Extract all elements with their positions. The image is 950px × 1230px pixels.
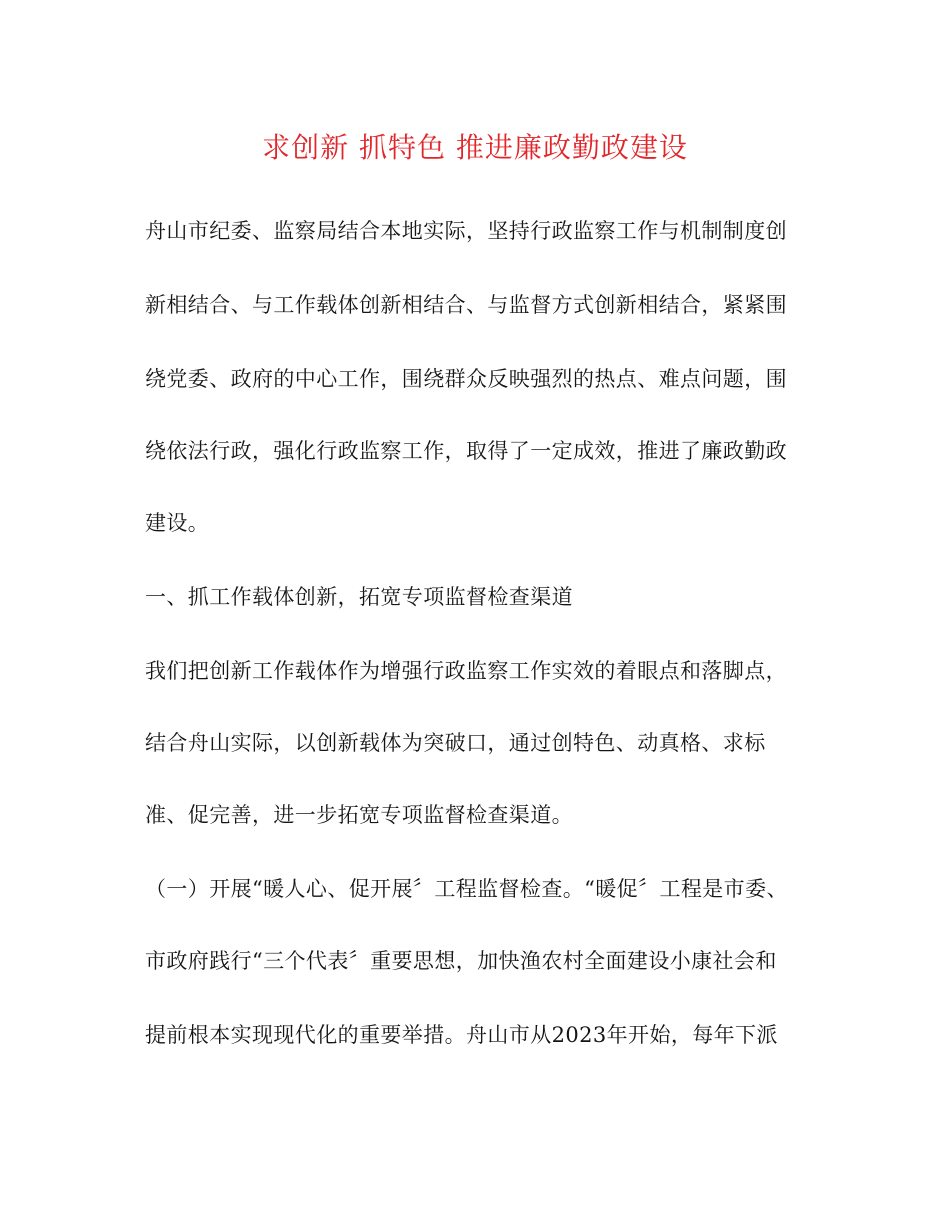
paragraph-line: 建设。 xyxy=(145,511,210,535)
paragraph-line: 我们把创新工作载体作为增强行政监察工作实效的着眼点和落脚点， xyxy=(145,659,787,683)
paragraph-line: 新相结合、与工作载体创新相结合、与监督方式创新相结合，紧紧围 xyxy=(145,293,787,317)
paragraph-line: 绕依法行政，强化行政监察工作，取得了一定成效，推进了廉政勤政 xyxy=(145,439,787,463)
paragraph-line: （一）开展“暖人心、促开展〞工程监督检查。“暖促〞工程是市委、 xyxy=(145,877,788,901)
paragraph-line: 绕党委、政府的中心工作，围绕群众反映强烈的热点、难点问题，围 xyxy=(145,367,787,391)
document-title: 求创新 抓特色 推进廉政勤政建设 xyxy=(262,131,688,164)
paragraph-line: 舟山市纪委、监察局结合本地实际，坚持行政监察工作与机制制度创 xyxy=(145,219,787,243)
paragraph-line: 准、促完善，进一步拓宽专项监督检查渠道。 xyxy=(145,803,573,827)
paragraph-line: 结合舟山实际，以创新载体为突破口，通过创特色、动真格、求标 xyxy=(145,731,766,755)
paragraph-line: 市政府践行“三个代表〞重要思想，加快渔农村全面建设小康社会和 xyxy=(145,949,777,973)
paragraph-line: 提前根本实现现代化的重要举措。舟山市从2023年开始，每年下派 xyxy=(145,1023,778,1047)
section-heading: 一、抓工作载体创新，拓宽专项监督检查渠道 xyxy=(145,585,573,609)
